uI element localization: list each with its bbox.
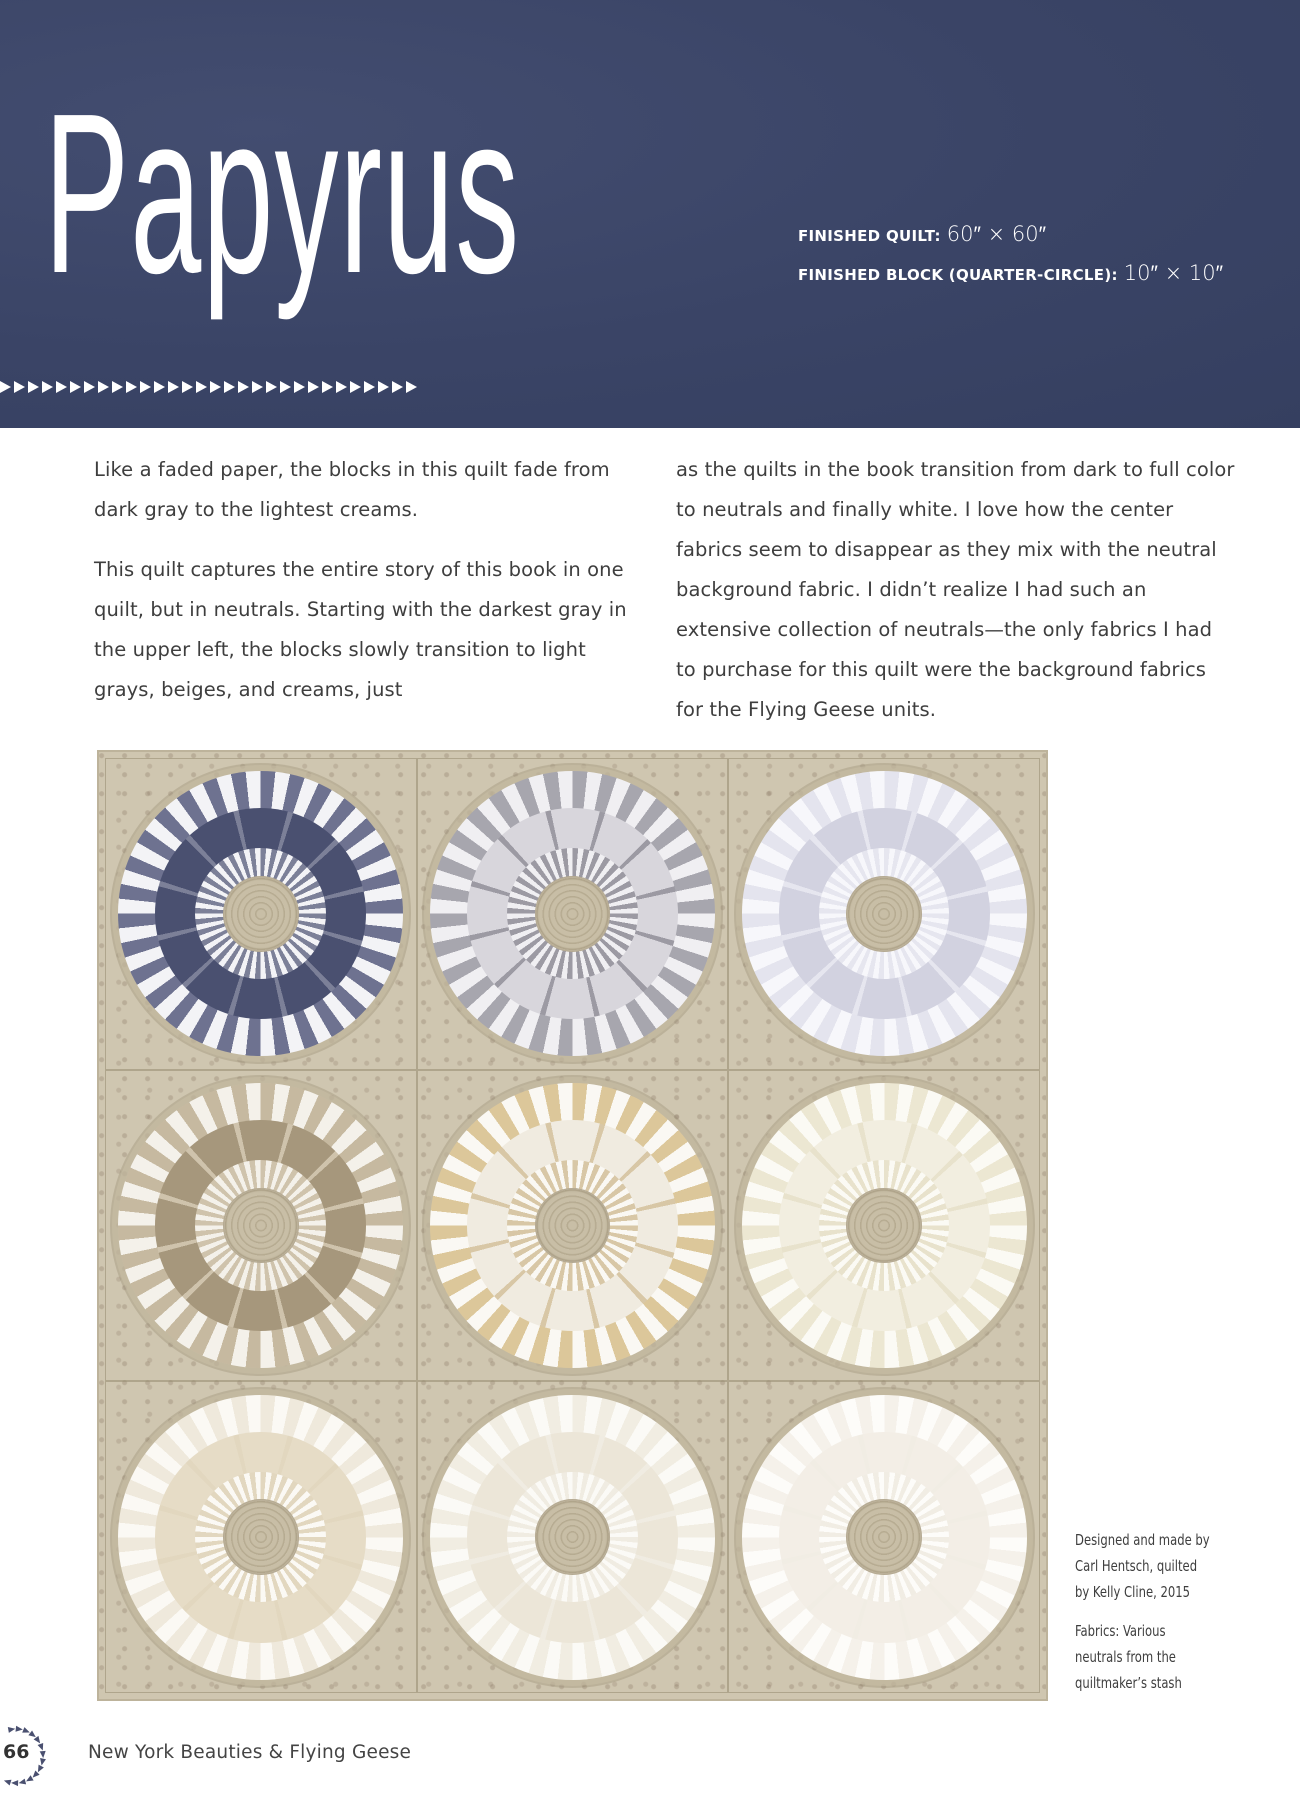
flying-geese-inner-ring (819, 848, 950, 979)
arrow-icon (140, 381, 151, 393)
arrow-icon (238, 381, 249, 393)
arrow-icon (392, 381, 403, 393)
middle-ring (155, 808, 366, 1019)
caption-fabric-line: Fabrics: Various (1075, 1622, 1166, 1640)
middle-ring (779, 1432, 990, 1643)
middle-ring (467, 1120, 678, 1331)
arrow-icon (196, 381, 207, 393)
spec-finished-quilt (798, 222, 1223, 247)
quilt-block (417, 1381, 729, 1693)
spec-label: FINISHED QUILT: (798, 227, 941, 245)
quilt-block (417, 1070, 729, 1382)
arrow-icon (154, 381, 165, 393)
flying-geese-outer-ring (430, 1083, 715, 1368)
arrow-icon (210, 381, 221, 393)
arrow-icon (70, 381, 81, 393)
quilt-block (105, 1381, 417, 1693)
quilt-block (417, 758, 729, 1070)
arrow-icon (14, 381, 25, 393)
quilt-photo (97, 750, 1048, 1701)
body-paragraph-continued: as the quilts in the book transition from dark to full color to neutrals and finally white. I love how the center fabrics seem to disappear as they mix with the neutral background fabric. I didn’t realize I had such an extensive collection of neutrals—the only fabrics I had to purchase for this quilt were the background fabrics for the Flying Geese units. (676, 458, 1235, 721)
block-center (223, 876, 299, 952)
arrow-icon (28, 381, 39, 393)
arrow-divider-icon (0, 381, 417, 395)
quilt-block (728, 1070, 1040, 1382)
caption-credit-line: Carl Hentsch, quilted (1075, 1557, 1198, 1575)
caption-credit-line: Designed and made by (1075, 1531, 1210, 1549)
middle-ring (779, 1120, 990, 1331)
arrow-icon (224, 381, 235, 393)
flying-geese-outer-ring (118, 771, 403, 1056)
intro-paragraph: Like a faded paper, the blocks in this quilt fade from dark gray to the lightest creams. (94, 458, 610, 521)
arrow-icon (42, 381, 53, 393)
caption-credit-line: by Kelly Cline, 2015 (1075, 1583, 1190, 1601)
block-center (535, 1499, 611, 1575)
flying-geese-inner-ring (507, 848, 638, 979)
arrow-icon (308, 381, 319, 393)
block-center (846, 1499, 922, 1575)
arrow-icon (378, 381, 389, 393)
flying-geese-inner-ring (819, 1472, 950, 1603)
flying-geese-inner-ring (195, 1160, 326, 1291)
quilt-block-grid (105, 758, 1040, 1693)
middle-ring (155, 1432, 366, 1643)
spec-label: FINISHED BLOCK (QUARTER-CIRCLE): (798, 266, 1118, 284)
block-center (535, 876, 611, 952)
block-center (223, 1499, 299, 1575)
spec-value: 10″ × 10″ (1123, 261, 1224, 285)
body-column-right (676, 450, 1236, 730)
arrow-icon (126, 381, 137, 393)
quilt-block (728, 1381, 1040, 1693)
middle-ring (467, 1432, 678, 1643)
flying-geese-outer-ring (742, 771, 1027, 1056)
flying-geese-inner-ring (507, 1472, 638, 1603)
photo-caption (1075, 1527, 1290, 1696)
arrow-icon (294, 381, 305, 393)
middle-ring (779, 808, 990, 1019)
arrow-icon (350, 381, 361, 393)
block-center (846, 1188, 922, 1264)
running-title: New York Beauties & Flying Geese (88, 1742, 412, 1763)
arrow-icon (280, 381, 291, 393)
caption-fabric-line: quiltmaker’s stash (1075, 1674, 1182, 1692)
quilt-block (728, 758, 1040, 1070)
caption-fabric-line: neutrals from the (1075, 1648, 1176, 1666)
arrow-icon (406, 381, 417, 393)
arrow-icon (56, 381, 67, 393)
block-center (223, 1188, 299, 1264)
quilt-block (105, 758, 417, 1070)
spec-value: 60″ × 60″ (946, 222, 1047, 246)
flying-geese-inner-ring (195, 1472, 326, 1603)
arrow-icon (112, 381, 123, 393)
arrow-icon (98, 381, 109, 393)
page-title: Papyrus (44, 67, 521, 321)
block-center (846, 876, 922, 952)
arrow-icon (322, 381, 333, 393)
middle-ring (155, 1120, 366, 1331)
quilt-block (105, 1070, 417, 1382)
quilt-specs (798, 222, 1223, 286)
arrow-icon (168, 381, 179, 393)
arrow-icon (266, 381, 277, 393)
body-paragraph: This quilt captures the entire story of this book in one quilt, but in neutrals. Starting with the darkest gray in the upper left, the blocks slowly transition to light grays, beiges, and creams, just (94, 558, 627, 701)
arrow-icon (182, 381, 193, 393)
arrow-icon (252, 381, 263, 393)
arrow-icon (0, 381, 11, 393)
flying-geese-outer-ring (742, 1083, 1027, 1368)
flying-geese-inner-ring (507, 1160, 638, 1291)
spec-finished-block (798, 261, 1223, 286)
arrow-icon (84, 381, 95, 393)
block-center (535, 1188, 611, 1264)
flying-geese-inner-ring (819, 1160, 950, 1291)
header-band (0, 0, 1300, 428)
middle-ring (467, 808, 678, 1019)
page-number: 66 (3, 1741, 30, 1763)
arrow-icon (336, 381, 347, 393)
flying-geese-outer-ring (430, 771, 715, 1056)
body-column-left (94, 450, 634, 710)
flying-geese-outer-ring (118, 1083, 403, 1368)
flying-geese-inner-ring (195, 848, 326, 979)
flying-geese-outer-ring (430, 1395, 715, 1680)
arrow-icon (364, 381, 375, 393)
flying-geese-outer-ring (742, 1395, 1027, 1680)
flying-geese-outer-ring (118, 1395, 403, 1680)
